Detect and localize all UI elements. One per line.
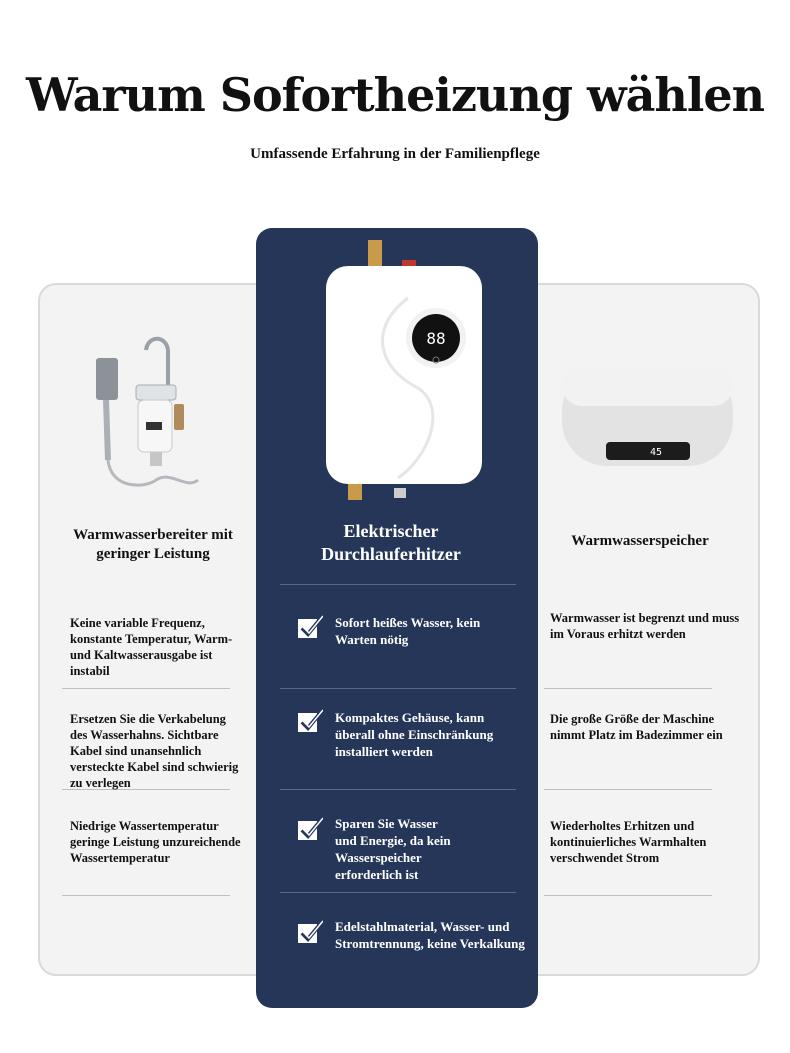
checkmark-icon xyxy=(297,708,323,734)
list-item: Niedrige Wassertemperatur geringe Leistung unzureichende Wassertemperatur xyxy=(70,819,241,865)
list-item: Ersetzen Sie die Verkabelung des Wasserhahns. Sichtbare Kabel sind unansehnlich versteckte Kabel sind schwierig zu verlegen xyxy=(70,712,239,790)
divider xyxy=(280,688,516,689)
storage-tank-image xyxy=(560,364,735,469)
divider xyxy=(62,688,230,689)
instant-heater-image xyxy=(308,238,496,500)
column-title-right: Warmwasserspeicher xyxy=(571,533,709,549)
column-title-center: Elektrischer Durchlauferhitzer xyxy=(321,521,461,564)
page-subtitle: Umfassende Erfahrung in der Familienpflege xyxy=(250,146,540,162)
column-title-left: Warmwasserbereiter mit geringer Leistung xyxy=(73,527,233,562)
list-item: Wiederholtes Erhitzen und kontinuierliches Warmhalten verschwendet Strom xyxy=(550,819,707,865)
checkmark-icon xyxy=(297,816,323,842)
page-title: Warum Sofortheizung wählen xyxy=(25,68,765,122)
divider xyxy=(280,584,516,585)
list-item: Keine variable Frequenz, konstante Temperatur, Warm- und Kaltwasserausgabe ist instabil xyxy=(70,616,233,678)
tank-display: 45 xyxy=(649,447,663,458)
divider xyxy=(280,892,516,893)
shower-heater-image xyxy=(86,330,206,500)
list-item: Sparen Sie Wasser und Energie, da kein Wasserspeicher erforderlich ist xyxy=(335,816,451,882)
divider xyxy=(544,895,712,896)
list-item: Die große Größe der Maschine nimmt Platz im Badezimmer ein xyxy=(550,712,723,742)
divider xyxy=(280,789,516,790)
divider xyxy=(544,789,712,790)
list-item: Kompaktes Gehäuse, kann überall ohne Einschränkung installiert werden xyxy=(335,710,494,759)
divider xyxy=(62,895,230,896)
checkmark-icon xyxy=(297,614,323,640)
list-item: Edelstahlmaterial, Wasser- und Stromtrennung, keine Verkalkung xyxy=(335,919,525,951)
list-item: Sofort heißes Wasser, kein Warten nötig xyxy=(335,615,481,647)
list-item: Warmwasser ist begrenzt und muss im Voraus erhitzt werden xyxy=(550,611,740,641)
divider xyxy=(544,688,712,689)
checkmark-icon xyxy=(297,919,323,945)
heater-display: 88 xyxy=(426,329,446,348)
